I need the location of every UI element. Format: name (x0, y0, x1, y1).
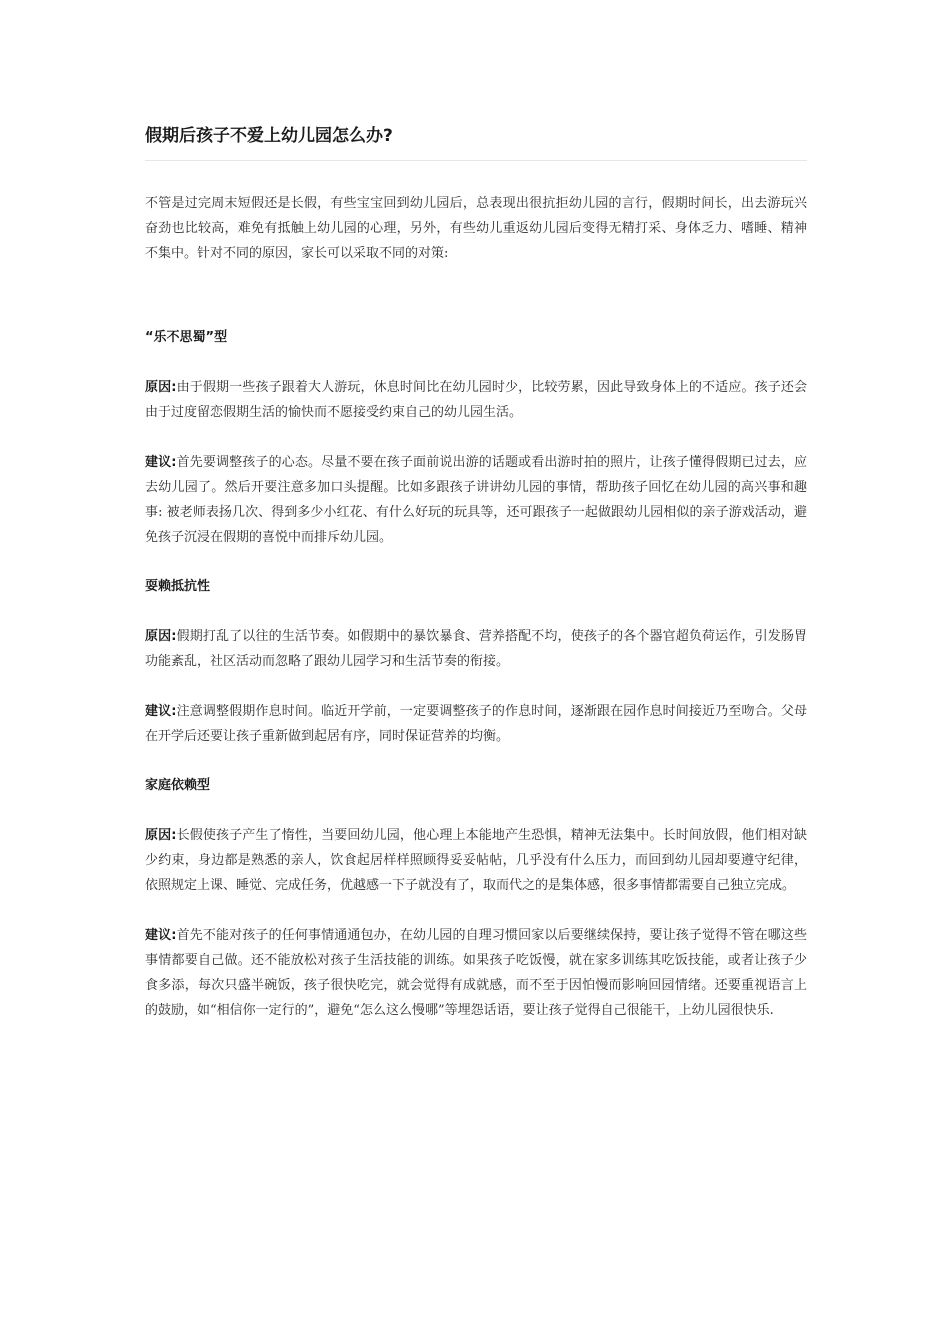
section-shua-lai-di-kang (145, 574, 807, 749)
section-le-bu-si-shu (145, 325, 807, 550)
section-heading: 家庭依赖型 (145, 778, 211, 793)
advice-text: 注意调整假期作息时间。临近开学前，一定要调整孩子的作息时间，逐渐跟在园作息时间接近乃至吻合。父母在开学后还要让孩子重新做到起居有序，同时保证营养的均衡。 (145, 704, 807, 744)
cause-paragraph (145, 823, 807, 898)
advice-label: 建议: (145, 928, 177, 943)
section-heading: “乐不思蜀”型 (145, 330, 228, 345)
advice-label: 建议: (145, 704, 177, 719)
cause-text: 长假使孩子产生了惰性，当要回幼儿园，他心理上本能地产生恐惧，精神无法集中。长时间放假，他们相对缺少约束，身边都是熟悉的亲人，饮食起居样样照顾得妥妥帖帖，几乎没有什么压力，而回到幼儿园却要遵守纪律，依照规定上课、睡觉、完成任务，优越感一下子就没有了，取而代之的是集体感，很多事情都需要自己独立完成。 (145, 828, 807, 893)
advice-text: 首先要调整孩子的心态。尽量不要在孩子面前说出游的话题或看出游时拍的照片，让孩子懂得假期已过去，应去幼儿园了。然后开要注意多加口头提醒。比如多跟孩子讲讲幼儿园的事情，帮助孩子回忆在幼儿园的高兴事和趣事: 被老师表扬几次、得到多少小红花、有什么好玩的玩具等，还可跟孩子一起做跟幼儿园相似的亲子游戏活动，避免孩子沉浸在假期的喜悦中而排斥幼儿园。 (145, 455, 807, 545)
cause-text: 假期打乱了以往的生活节奏。如假期中的暴饮暴食、营养搭配不均，使孩子的各个器官超负荷运作，引发肠胃功能紊乱，社区活动而忽略了跟幼儿园学习和生活节奏的衔接。 (145, 629, 807, 669)
advice-paragraph (145, 450, 807, 550)
intro-paragraph: 不管是过完周末短假还是长假，有些宝宝回到幼儿园后，总表现出很抗拒幼儿园的言行，假期时间长，出去游玩兴奋劲也比较高，难免有抵触上幼儿园的心理，另外，有些幼儿重返幼儿园后变得无精打采、身体乏力、嗜睡、精神不集中。针对不同的原因，家长可以采取不同的对策: (145, 196, 807, 261)
section-jia-ting-yi-lai (145, 773, 807, 1023)
cause-label: 原因: (145, 380, 177, 395)
cause-paragraph (145, 624, 807, 674)
cause-text: 由于假期一些孩子跟着大人游玩，休息时间比在幼儿园时少，比较劳累，因此导致身体上的不适应。孩子还会由于过度留恋假期生活的愉快而不愿接受约束自己的幼儿园生活。 (145, 380, 807, 420)
advice-label: 建议: (145, 455, 177, 470)
cause-label: 原因: (145, 828, 177, 843)
advice-paragraph (145, 699, 807, 749)
advice-paragraph (145, 923, 807, 1023)
advice-text: 首先不能对孩子的任何事情通通包办，在幼儿园的自理习惯回家以后要继续保持，要让孩子觉得不管在哪这些事情都要自己做。还不能放松对孩子生活技能的训练。如果孩子吃饭慢，就在家多训练其吃饭技能，或者让孩子少食多添，每次只盛半碗饭，孩子很快吃完，就会觉得有成就感，而不至于因怕慢而影响回园情绪。还要重视语言上的鼓励，如“相信你一定行的”，避免“怎么这么慢哪”等埋怨话语，要让孩子觉得自己很能干，上幼儿园很快乐. (145, 928, 807, 1018)
cause-label: 原因: (145, 629, 177, 644)
cause-paragraph (145, 375, 807, 425)
section-heading: 耍赖抵抗性 (145, 579, 211, 594)
article (145, 122, 807, 1023)
article-title: 假期后孩子不爱上幼儿园怎么办? (145, 122, 807, 161)
